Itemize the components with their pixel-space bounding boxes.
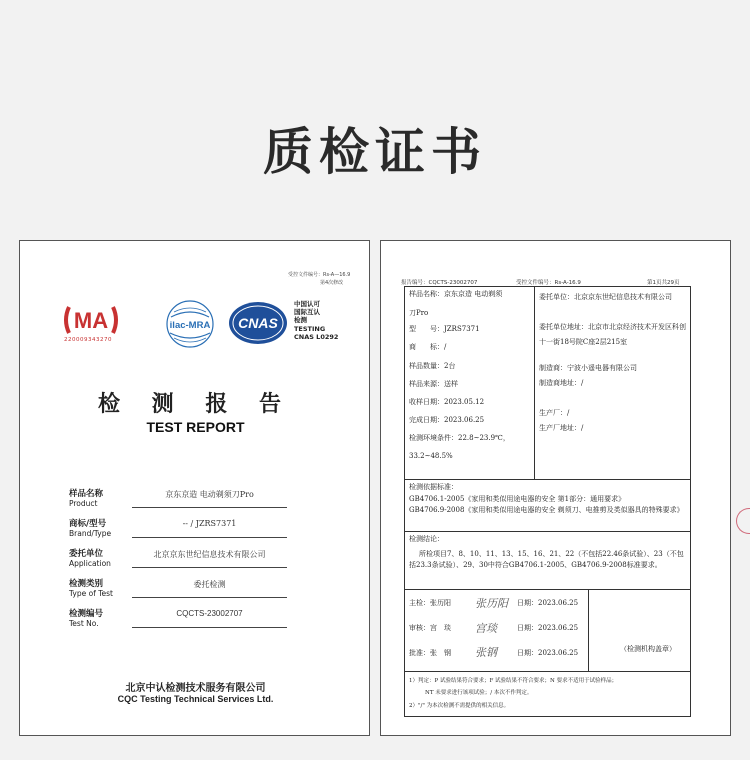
control-number: 受控文件编号：Rs-A—16.9 <box>288 272 351 278</box>
standard-1: GB4706.1-2005《家用和类似用途电器的安全 第1部分：通用要求》 <box>409 495 626 503</box>
page-title: 质检证书 <box>263 123 487 181</box>
report-title-en: TEST REPORT <box>146 419 245 435</box>
manufacturer: 制造商：宁波小遥电器有限公司 <box>539 364 637 372</box>
approver: 批准：张 钢 <box>409 649 451 657</box>
seal-note: （检测机构盖章） <box>620 645 676 653</box>
note-1: 1）判定：P 试验结果符合要求；F 试验结果不符合要求；N 要求不适用于试验样品； <box>409 678 618 684</box>
field-underline <box>132 597 287 598</box>
standards-label: 检测依据标准： <box>409 483 458 491</box>
trademark: 商 标：/ <box>409 343 447 351</box>
client-address: 委托单位地址：北京市北京经济技术开发区科创十一街18号院C座2层215室 <box>539 323 686 346</box>
field-underline <box>132 627 287 628</box>
factory-address: 生产厂地址：/ <box>539 424 584 432</box>
note-1-cont: NT 未要求进行该项试验；/ 本次不作判定。 <box>425 690 533 696</box>
report-title-cn: 检 测 报 告 <box>98 391 293 417</box>
table-divider <box>588 589 589 671</box>
sample-source: 样品来源：送样 <box>409 380 458 388</box>
test-environment-cont: 33.2~48.5% <box>409 452 453 460</box>
organization-name-en: CQC Testing Technical Services Ltd. <box>117 694 274 704</box>
ilac-mra-logo <box>165 299 215 349</box>
chief-inspector: 主检：张历阳 <box>409 599 451 607</box>
cma-logo <box>61 301 121 339</box>
field-value-applicant: 北京京东世纪信息技术有限公司 <box>153 550 266 559</box>
ilac-logo-text: ilac-MRA <box>169 320 211 331</box>
table-divider <box>405 589 690 590</box>
sample-name: 样品名称：京东京造 电动剃须 <box>409 290 503 298</box>
field-label-product: 样品名称 Product <box>69 489 104 508</box>
manufacturer-address: 制造商地址：/ <box>539 379 584 387</box>
standard-2: GB4706.9-2008《家用和类似用途电器的安全 剃须刀、电推剪及类似器具的特殊要求》 <box>409 506 684 514</box>
control-number: 受控文件编号：Rs-A-16.9 <box>516 280 581 286</box>
field-underline <box>132 537 287 538</box>
field-value-test-no: CQCTS-23002707 <box>176 609 243 618</box>
cnas-logo-text: CNAS <box>238 315 278 331</box>
accreditation-text: 中国认可 国际互认 检测 TESTING CNAS L0292 <box>294 300 339 341</box>
client: 委托单位：北京京东世纪信息技术有限公司 <box>539 293 672 301</box>
field-label-test-type: 检测类别 Type of Test <box>69 579 113 598</box>
test-report-cover <box>19 240 370 736</box>
organization-name-cn: 北京中认检测技术服务有限公司 <box>125 683 266 694</box>
field-label-brand: 商标/型号 Brand/Type <box>69 519 112 538</box>
completed-date: 完成日期：2023.06.25 <box>409 416 485 424</box>
field-label-applicant: 委托单位 Application <box>69 549 111 568</box>
report-table <box>404 286 691 717</box>
field-underline <box>132 567 287 568</box>
table-divider <box>405 479 690 480</box>
model: 型 号：JZRS7371 <box>409 325 480 333</box>
note-2: 2）"/" 为本次检测不需提供的相关信息。 <box>409 703 510 709</box>
report-number: 报告编号：CQCTS-23002707 <box>401 280 478 286</box>
review-date: 日期：2023.06.25 <box>517 624 579 632</box>
table-divider <box>405 531 690 532</box>
chief-date: 日期：2023.06.25 <box>517 599 579 607</box>
cnas-logo <box>228 301 288 345</box>
seal-edge-mark <box>736 508 750 534</box>
field-value-test-type: 委托检测 <box>193 580 226 589</box>
cma-logo-text: MA <box>73 308 109 333</box>
test-report-page <box>380 240 731 736</box>
sample-name-cont: 刀Pro <box>409 309 429 317</box>
cma-number: 220009343270 <box>64 337 112 343</box>
signature-image: 张钢 <box>475 646 497 659</box>
conclusion-text: 所检项目7、8、10、11、13、15、16、21、22（不包括22.46条试验）、23（不包括23.3条试验）、29、30中符合GB4706.1-2005、GB4706.9-2008标准要求。 <box>409 550 684 569</box>
field-underline <box>132 507 287 508</box>
received-date: 收样日期：2023.05.12 <box>409 398 485 406</box>
field-label-test-no: 检测编号 Test No. <box>69 609 104 628</box>
reviewer: 审核：宫 琰 <box>409 624 451 632</box>
approve-date: 日期：2023.06.25 <box>517 649 579 657</box>
table-divider <box>534 287 535 479</box>
conclusion-label: 检测结论： <box>409 535 444 543</box>
signature-image: 宫琰 <box>475 622 497 635</box>
table-divider <box>405 671 690 672</box>
revision-number: 第4次修改 <box>320 280 344 286</box>
sample-quantity: 样品数量：2台 <box>409 362 456 370</box>
factory: 生产厂：/ <box>539 409 570 417</box>
field-value-product: 京东京造 电动剃须刀Pro <box>165 490 254 499</box>
page-info: 第1页共29页 <box>647 280 680 286</box>
test-environment: 检测环境条件：22.8~23.9℃， <box>409 434 510 442</box>
signature-image: 张历阳 <box>475 597 508 610</box>
field-value-brand: -- / JZRS7371 <box>182 519 237 528</box>
